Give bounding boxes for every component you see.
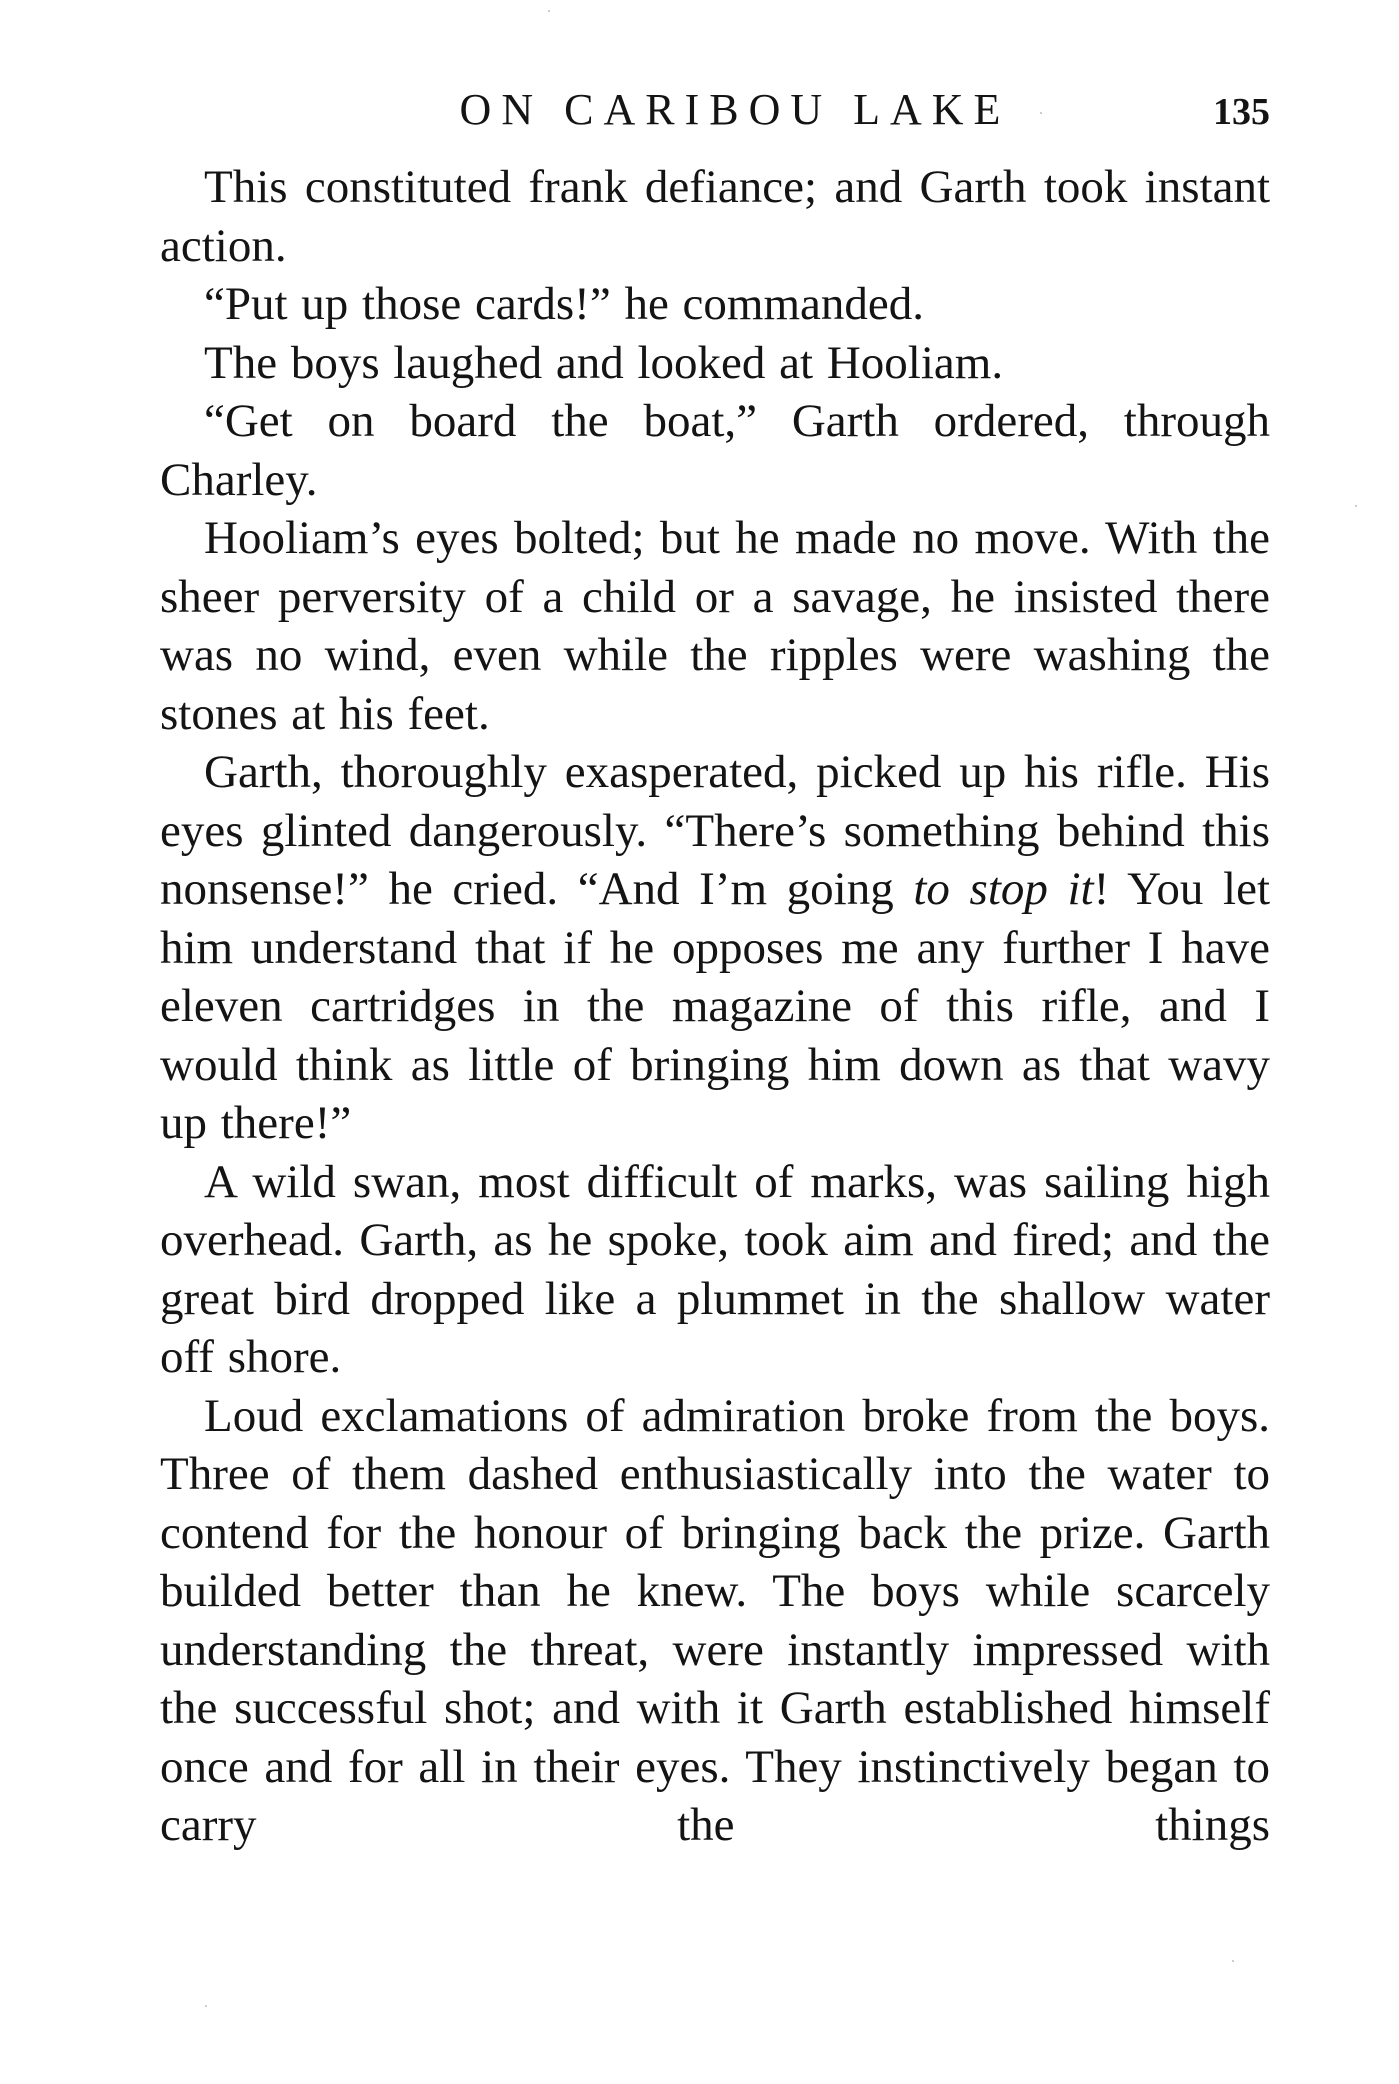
paragraph-5: Hooliam’s eyes bolted; but he made no move. With the sheer perversity of a child or a savage, he insisted there was no wind, even while the ripples were washing the stones at his feet. — [160, 512, 1270, 740]
paragraph-8: Loud exclamations of admiration broke from the boys. Three of them dashed enthusiastically into the water to contend for the honour of bringing back the prize. Garth builded better than he knew. The boys while scarcely understanding the threat, were instantly impressed with the successful shot; and with it Garth established himself once and for all in their eyes. They instinctively began to carry the things — [160, 1389, 1270, 1851]
running-head — [160, 85, 1270, 158]
paragraph-6-text-before: Garth, thoroughly exasperated, picked up his rifle. His eyes glinted dangerously. “There’s something behind this nonsense!” he cried. “And I’m going — [160, 746, 1270, 915]
text-body — [160, 158, 1270, 1855]
paragraph-2: “Put up those cards!” he commanded. — [204, 278, 925, 330]
paper-speck — [1232, 1960, 1234, 1962]
paragraph-3: The boys laughed and looked at Hooliam. — [204, 336, 1004, 389]
running-title: ON CARIBOU LAKE — [459, 85, 1011, 134]
paragraph-6-emphasis: to stop it — [913, 863, 1094, 915]
paper-speck — [1355, 505, 1357, 507]
book-page — [160, 85, 1270, 1855]
paper-speck — [1040, 112, 1042, 114]
paper-speck — [205, 2005, 207, 2007]
paragraph-7: A wild swan, most difficult of marks, was sailing high overhead. Garth, as he spoke, took aim and fired; and the great bird dropped like a plummet in the shallow water off shore. — [160, 1155, 1270, 1383]
page-number: 135 — [1213, 91, 1270, 133]
paragraph-6 — [160, 743, 1270, 1153]
paragraph-6-text-after: ! You let him understand that if he opposes me any further I have eleven cartridges in the magazine of this rifle, and I would think as little of bringing him down as that wavy up there!” — [160, 863, 1270, 1149]
paragraph-1: This constituted frank defiance; and Garth took instant action. — [160, 161, 1270, 272]
paragraph-4: “Get on board the boat,” Garth ordered, through Charley. — [160, 395, 1270, 506]
paper-speck — [548, 10, 550, 12]
